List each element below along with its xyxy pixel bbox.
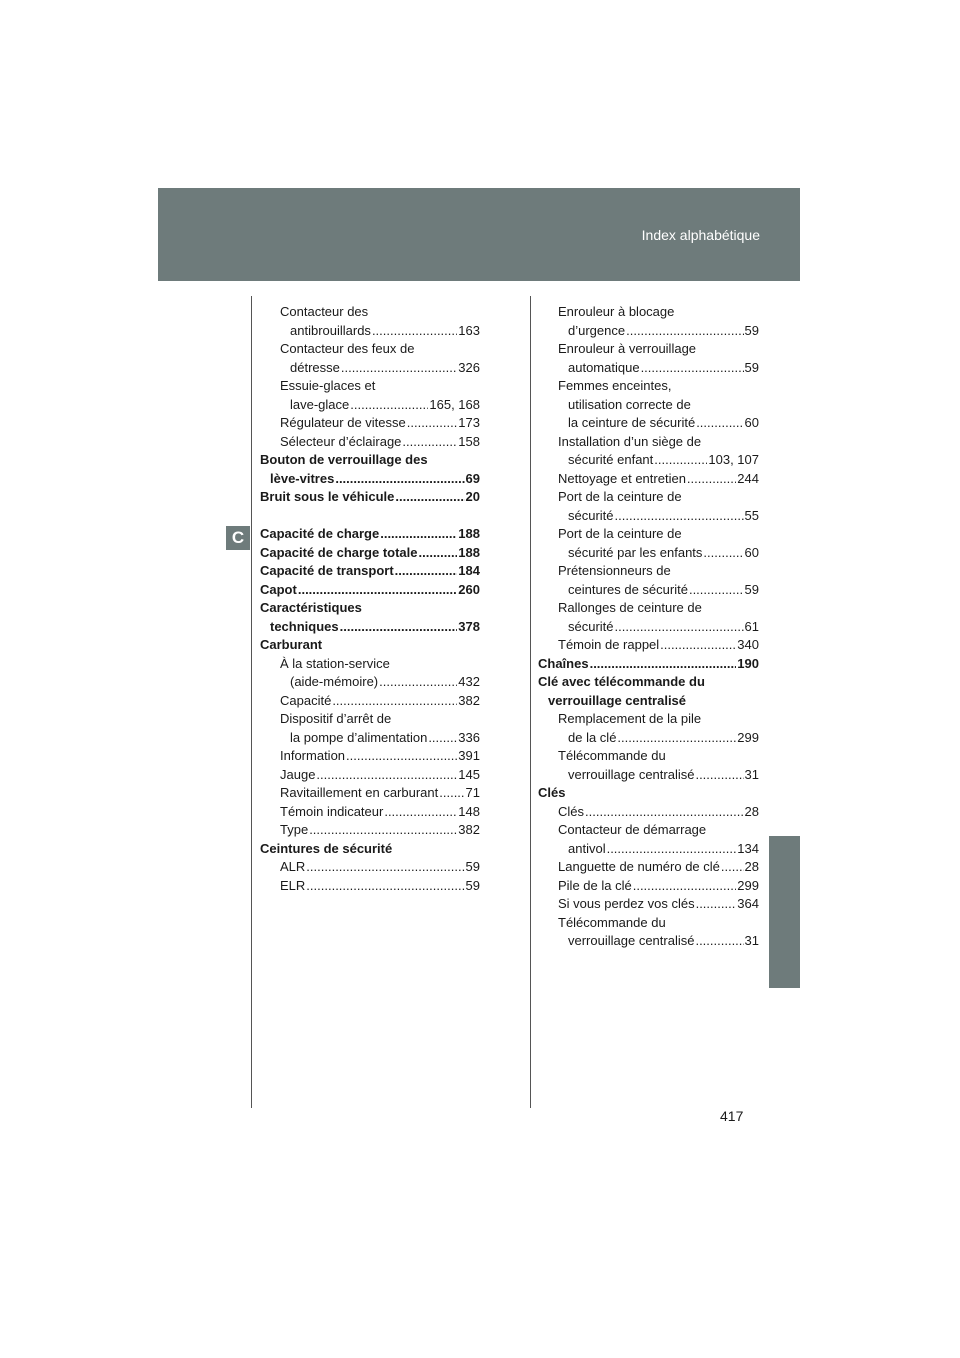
index-entry: la ceinture de sécurité ..... 60 xyxy=(538,414,759,433)
chapter-thumb-tab xyxy=(769,836,800,988)
index-entry: Femmes enceintes, xyxy=(558,378,672,393)
index-entry: Clés xyxy=(538,785,566,800)
index-entry: Témoin indicateur ..... 148 xyxy=(260,803,480,822)
index-entry: lève-vitres ..... 69 xyxy=(260,470,480,489)
index-entry: Clé avec télécommande du xyxy=(538,674,705,689)
index-entry: Port de la ceinture de xyxy=(558,489,682,504)
index-entry: Bouton de verrouillage des xyxy=(260,452,428,467)
index-column-right xyxy=(538,303,759,951)
index-entry: sécurité enfant ..... 103, 107 xyxy=(538,451,759,470)
index-entry: Témoin de rappel ..... 340 xyxy=(538,636,759,655)
page-number: 417 xyxy=(720,1108,744,1124)
index-entry: Type ..... 382 xyxy=(260,821,480,840)
index-entry: Régulateur de vitesse ..... 173 xyxy=(260,414,480,433)
index-entry: Port de la ceinture de xyxy=(558,526,682,541)
index-entry: Ravitaillement en carburant ..... 71 xyxy=(260,784,480,803)
index-entry: Jauge ..... 145 xyxy=(260,766,480,785)
index-entry: Capacité de charge ..... 188 xyxy=(260,525,480,544)
index-entry: Rallonges de ceinture de xyxy=(558,600,702,615)
index-entry: Pile de la clé ..... 299 xyxy=(538,877,759,896)
column-divider-middle xyxy=(530,296,531,1108)
index-entry: Contacteur des xyxy=(280,304,369,319)
index-entry: À la station-service xyxy=(280,655,390,671)
index-entry: Capacité ..... 382 xyxy=(260,692,480,711)
index-entry: la pompe d’alimentation ..... 336 xyxy=(260,729,480,748)
index-entry: Contacteur des feux de xyxy=(280,341,415,356)
index-entry: verrouillage centralisé ..... 31 xyxy=(538,932,759,951)
index-entry: Télécommande du xyxy=(558,748,666,763)
index-entry: Information ..... 391 xyxy=(260,747,480,766)
index-entry: ELR ..... 59 xyxy=(260,877,480,896)
index-entry: Enrouleur à blocage xyxy=(558,304,675,319)
index-entry: d’urgence ..... 59 xyxy=(538,322,759,341)
index-entry: Capacité de transport ..... 184 xyxy=(260,562,480,581)
index-entry: Caractéristiques xyxy=(260,600,362,615)
index-entry: (aide-mémoire) ..... 432 xyxy=(260,673,480,692)
index-entry: automatique ..... 59 xyxy=(538,359,759,378)
index-entry: antibrouillards ..... 163 xyxy=(260,322,480,341)
index-entry: Languette de numéro de clé ..... 28 xyxy=(538,858,759,877)
index-entry: ALR ..... 59 xyxy=(260,858,480,877)
index-entry: de la clé ..... 299 xyxy=(538,729,759,748)
index-entry: Sélecteur d’éclairage ..... 158 xyxy=(260,433,480,452)
section-letter-tab: C xyxy=(226,526,250,550)
index-entry: Télécommande du xyxy=(558,914,666,930)
index-entry: verrouillage centralisé ..... 31 xyxy=(538,766,759,785)
index-entry: sécurité ..... 55 xyxy=(538,507,759,526)
index-entry: techniques ..... 378 xyxy=(260,618,480,637)
header-band xyxy=(158,188,800,281)
index-entry: ceintures de sécurité ..... 59 xyxy=(538,581,759,600)
index-entry: détresse ..... 326 xyxy=(260,359,480,378)
index-entry: Installation d’un siège de xyxy=(558,433,702,449)
index-entry: Dispositif d’arrêt de xyxy=(280,711,392,726)
index-entry: Prétensionneurs de xyxy=(558,563,671,578)
index-entry: Contacteur de démarrage xyxy=(558,822,707,837)
index-entry: antivol ..... 134 xyxy=(538,840,759,859)
index-entry: Essuie-glaces et xyxy=(280,378,376,393)
page-header-title: Index alphabétique xyxy=(641,227,760,243)
index-entry: Ceintures de sécurité xyxy=(260,840,393,856)
index-entry: lave-glace ..... 165, 168 xyxy=(260,396,480,415)
index-column-left xyxy=(260,303,480,895)
index-entry: sécurité ..... 61 xyxy=(538,618,759,637)
index-entry: Capot ..... 260 xyxy=(260,581,480,600)
index-entry: Remplacement de la pile xyxy=(558,711,702,726)
index-entry: Carburant xyxy=(260,637,323,652)
index-entry: Bruit sous le véhicule ..... 20 xyxy=(260,488,480,507)
index-entry: Nettoyage et entretien ..... 244 xyxy=(538,470,759,489)
index-entry: verrouillage centralisé xyxy=(548,692,687,708)
index-entry: utilisation correcte de xyxy=(568,396,691,412)
index-entry: Chaînes ..... 190 xyxy=(538,655,759,674)
index-entry: Capacité de charge totale ..... 188 xyxy=(260,544,480,563)
index-entry: sécurité par les enfants ..... 60 xyxy=(538,544,759,563)
index-entry: Clés ..... 28 xyxy=(538,803,759,822)
index-entry: Enrouleur à verrouillage xyxy=(558,341,697,356)
index-entry: Si vous perdez vos clés ..... 364 xyxy=(538,895,759,914)
column-divider-left xyxy=(251,296,252,1108)
